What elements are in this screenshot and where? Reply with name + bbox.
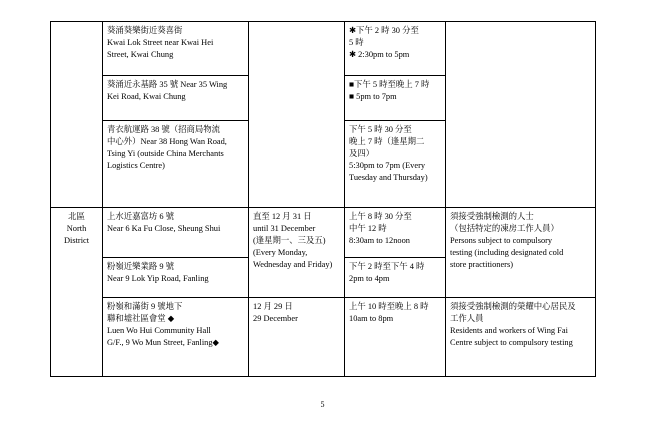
date-cell: 直至 12 月 31 日 until 31 December (逢星期一、三及五) (Every Monday, Wednesday and Friday) <box>249 208 345 298</box>
table-row <box>51 22 596 76</box>
time-cell: ✱下午 2 時 30 分至 5 時 ✱ 2:30pm to 5pm <box>345 22 446 76</box>
date-cell <box>249 22 345 208</box>
venue-cell: 葵涌近永基路 35 號 Near 35 Wing Kei Road, Kwai Chung <box>103 76 249 121</box>
time-cell: 上午 8 時 30 分至 中午 12 時 8:30am to 12noon <box>345 208 446 258</box>
venue-cell: 葵涌葵樂街近葵喜街 Kwai Lok Street near Kwai Hei Street, Kwai Chung <box>103 22 249 76</box>
district-cell-north: 北區 North District <box>51 208 103 377</box>
time-cell: 下午 2 時至下午 4 時 2pm to 4pm <box>345 258 446 298</box>
table-row <box>51 208 596 258</box>
venue-cell: 粉嶺近樂業路 9 號 Near 9 Lok Yip Road, Fanling <box>103 258 249 298</box>
testing-schedule-table <box>50 21 596 377</box>
target-cell: 須接受強制檢測的人士 （包括特定的凍房工作人員） Persons subject to compulsory testing (including designated cold store practitioners) <box>446 208 596 298</box>
time-cell: 下午 5 時 30 分至 晚上 7 時（逢星期二 及四） 5:30pm to 7pm (Every Tuesday and Thursday) <box>345 121 446 208</box>
page-number: 5 <box>320 400 325 409</box>
district-cell-kwai-tsing <box>51 22 103 208</box>
date-cell: 12 月 29 日 29 December <box>249 298 345 377</box>
venue-cell: 青衣航運路 38 號（招商局物流 中心外）Near 38 Hong Wan Road, Tsing Yi (outside China Merchants Logistics Centre) <box>103 121 249 208</box>
time-cell: ■下午 5 時至晚上 7 時 ■ 5pm to 7pm <box>345 76 446 121</box>
time-cell: 上午 10 時至晚上 8 時 10am to 8pm <box>345 298 446 377</box>
target-cell <box>446 22 596 208</box>
target-cell: 須接受強制檢測的榮耀中心居民及 工作人員 Residents and workers of Wing Fai Centre subject to compulsory testing <box>446 298 596 377</box>
table-row <box>51 298 596 377</box>
venue-cell: 粉嶺和滿街 9 號地下 聯和墟社區會堂 ◆ Luen Wo Hui Community Hall G/F., 9 Wo Mun Street, Fanling◆ <box>103 298 249 377</box>
venue-cell: 上水近嘉富坊 6 號 Near 6 Ka Fu Close, Sheung Shui <box>103 208 249 258</box>
